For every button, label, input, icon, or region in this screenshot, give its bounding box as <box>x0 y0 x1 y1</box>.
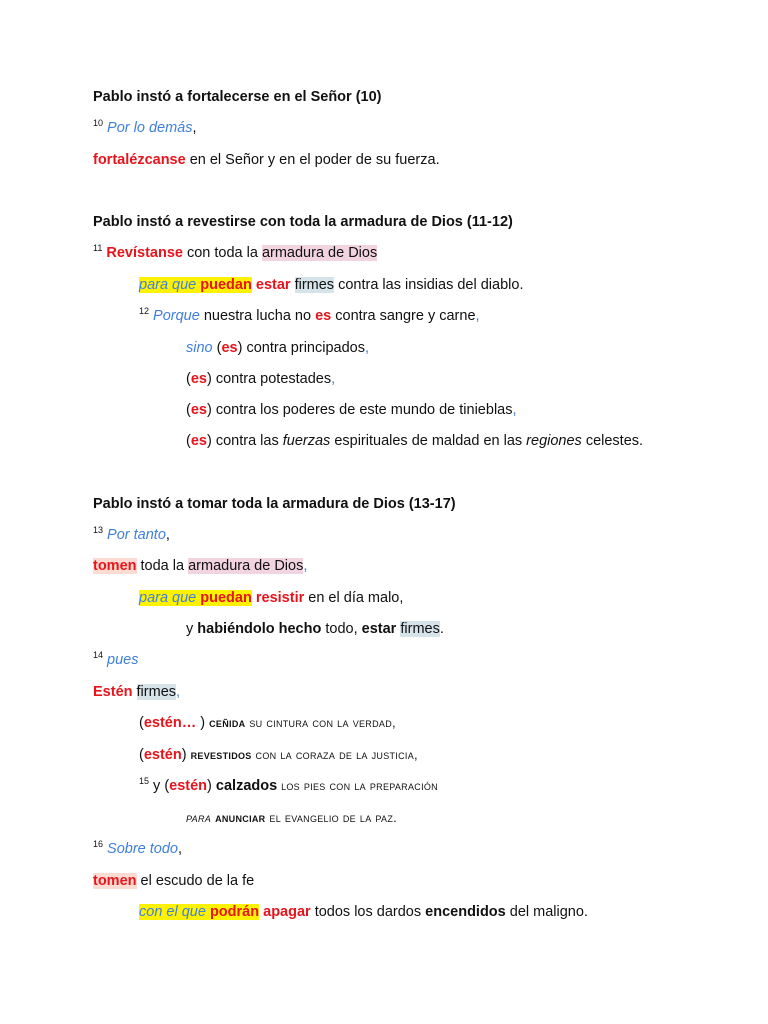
main-verb: tomen <box>93 873 137 889</box>
purpose-line-3: con el que podrán apagar todos los dardos encendidos del maligno. <box>139 904 588 920</box>
purpose-highlight: con el que podrán <box>139 904 260 920</box>
stand-firm-line: Estén firmes, <box>93 684 181 700</box>
verse-number: 13 <box>93 525 104 535</box>
connector: Sobre todo <box>107 841 178 857</box>
section-heading-3: Pablo instó a tomar toda la armadura de Dios (13-17) <box>93 496 456 512</box>
verse-number: 10 <box>93 118 104 128</box>
verse-13-line: $^{13}$ Por tanto, <box>93 525 170 543</box>
firm-highlight: firmes <box>294 277 335 293</box>
connector: Porque <box>153 308 200 324</box>
section-heading-1: Pablo instó a fortalecerse en el Señor (10) <box>93 89 382 105</box>
firm-highlight: firmes <box>136 684 177 700</box>
connector: Por tanto <box>107 527 166 543</box>
armor-item-4: para anunciar el evangelio de la paz. <box>186 810 398 825</box>
main-verb: tomen <box>93 558 137 574</box>
main-verb: fortalézcanse <box>93 152 186 168</box>
contrast-line-2: (es) contra potestades, <box>186 371 336 387</box>
shield-line: tomen el escudo de la fe <box>93 873 255 889</box>
main-verb: Revístanse <box>106 245 183 261</box>
armor-item-1: (estén… ) ceñida su cintura con la verdad, <box>139 715 396 731</box>
connector: pues <box>107 652 139 668</box>
verse-16-line: $^{16}$ Sobre todo, <box>93 839 183 857</box>
contrast-line-3: (es) contra los poderes de este mundo de tinieblas, <box>186 402 517 418</box>
contrast-line-4: (es) contra las fuerzas espirituales de maldad en las regiones celestes. <box>186 433 644 449</box>
armor-highlight: armadura de Dios <box>261 245 378 261</box>
section-heading-2: Pablo instó a revestirse con toda la armadura de Dios (11-12) <box>93 214 513 230</box>
take-armor-line: tomen toda la armadura de Dios, <box>93 558 308 574</box>
verse-number: 15 <box>139 776 150 786</box>
having-done-line: y habiéndolo hecho todo, estar firmes. <box>186 621 444 637</box>
armor-item-2: (estén) revestidos con la coraza de la justicia, <box>139 747 418 763</box>
firm-highlight: firmes <box>400 621 440 637</box>
connector: sino <box>186 340 213 356</box>
verse-12-line: $^{12}$ Porque nuestra lucha no es contra sangre y carne, <box>139 306 480 324</box>
verse-10-line: $^{10}$ Por lo demás, <box>93 118 197 136</box>
verse-number: 16 <box>93 839 104 849</box>
verse-10-text: fortalézcanse en el Señor y en el poder de su fuerza. <box>93 152 440 168</box>
connector: Por lo demás <box>107 120 193 136</box>
verse-11-line: $^{11}$ Revístanse con toda la armadura de Dios <box>93 243 378 261</box>
verse-number: 14 <box>93 650 104 660</box>
purpose-highlight: para que puedan <box>139 590 252 606</box>
purpose-line-1: para que puedan estar firmes contra las insidias del diablo. <box>139 277 524 293</box>
main-verb: Estén <box>93 684 133 700</box>
armor-item-3: $^{15}$ y (estén) calzados los pies con la preparación <box>139 776 438 794</box>
contrast-line-1: sino (es) contra principados, <box>186 340 369 356</box>
verse-14-line <box>93 651 139 669</box>
purpose-line-2: para que puedan resistir en el día malo, <box>139 590 404 606</box>
verse-number: 11 <box>93 243 103 253</box>
verse-number: 12 <box>139 306 150 316</box>
purpose-highlight: para que puedan <box>139 277 252 293</box>
armor-highlight: armadura de Dios <box>188 558 304 574</box>
